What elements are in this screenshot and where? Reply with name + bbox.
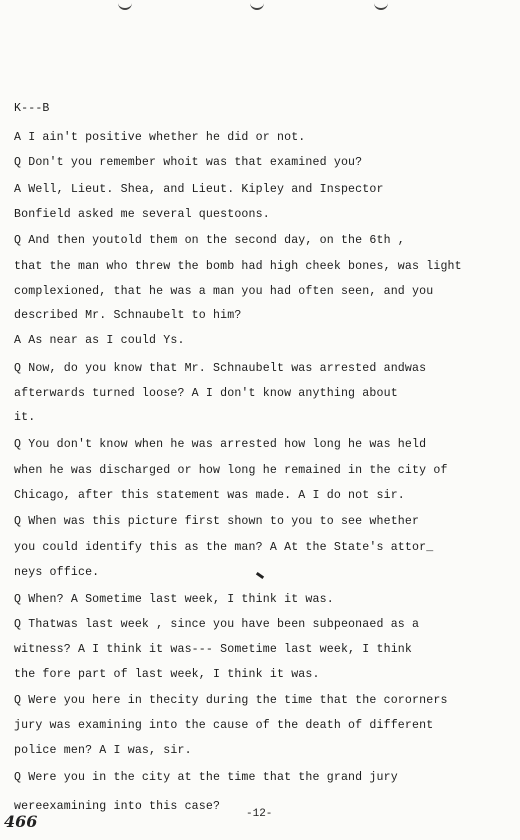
transcript-line: Q Don't you remember whoit was that examined you? xyxy=(14,156,363,169)
transcript-line: you could identify this as the man? A At the State's attor_ xyxy=(14,541,434,554)
transcript-line: Q When? A Sometime last week, I think it was. xyxy=(14,593,334,606)
transcript-line: Q When was this picture first shown to you to see whether xyxy=(14,515,420,528)
transcript-line: Q Were you in the city at the time that the grand jury xyxy=(14,771,398,784)
transcript-line: jury was examining into the cause of the death of different xyxy=(14,719,434,732)
transcript-line: Q Now, do you know that Mr. Schnaubelt was arrested andwas xyxy=(14,362,427,375)
transcript-line: police men? A I was, sir. xyxy=(14,744,192,757)
transcript-line: Bonfield asked me several questoons. xyxy=(14,208,270,221)
transcript-line: Q Were you here in thecity during the time that the cororners xyxy=(14,694,448,707)
transcript-line: that the man who threw the bomb had high cheek bones, was light xyxy=(14,260,462,273)
binding-hole-mark xyxy=(118,0,132,10)
transcript-line: Q You don't know when he was arrested how long he was held xyxy=(14,438,427,451)
transcript-line: Q Thatwas last week , since you have been subpeonaed as a xyxy=(14,618,420,631)
transcript-line: Q And then youtold them on the second day, on the 6th , xyxy=(14,234,405,247)
transcript-line: A I ain't positive whether he did or not. xyxy=(14,131,306,144)
transcript-line: witness? A I think it was--- Sometime last week, I think xyxy=(14,643,413,656)
transcript-line: it. xyxy=(14,411,36,424)
handwritten-page-number: 466 xyxy=(4,812,38,831)
transcript-line: Chicago, after this statement was made. A I do not sir. xyxy=(14,489,405,502)
transcript-line: wereexamining into this case? xyxy=(14,800,221,813)
binding-hole-mark xyxy=(374,0,388,10)
transcript-line: described Mr. Schnaubelt to him? xyxy=(14,309,242,322)
transcript-line: A Well, Lieut. Shea, and Lieut. Kipley and Inspector xyxy=(14,183,384,196)
binding-hole-mark xyxy=(250,0,264,10)
transcript-line: complexioned, that he was a man you had often seen, and you xyxy=(14,285,434,298)
transcript-line: A As near as I could Ys. xyxy=(14,334,185,347)
transcript-line: afterwards turned loose? A I don't know anything about xyxy=(14,387,398,400)
page-number: -12- xyxy=(246,808,273,820)
section-heading: K---B xyxy=(14,102,50,115)
transcript-line: when he was discharged or how long he remained in the city of xyxy=(14,464,448,477)
transcript-line: the fore part of last week, I think it was. xyxy=(14,668,320,681)
transcript-line: neys office. xyxy=(14,566,100,579)
